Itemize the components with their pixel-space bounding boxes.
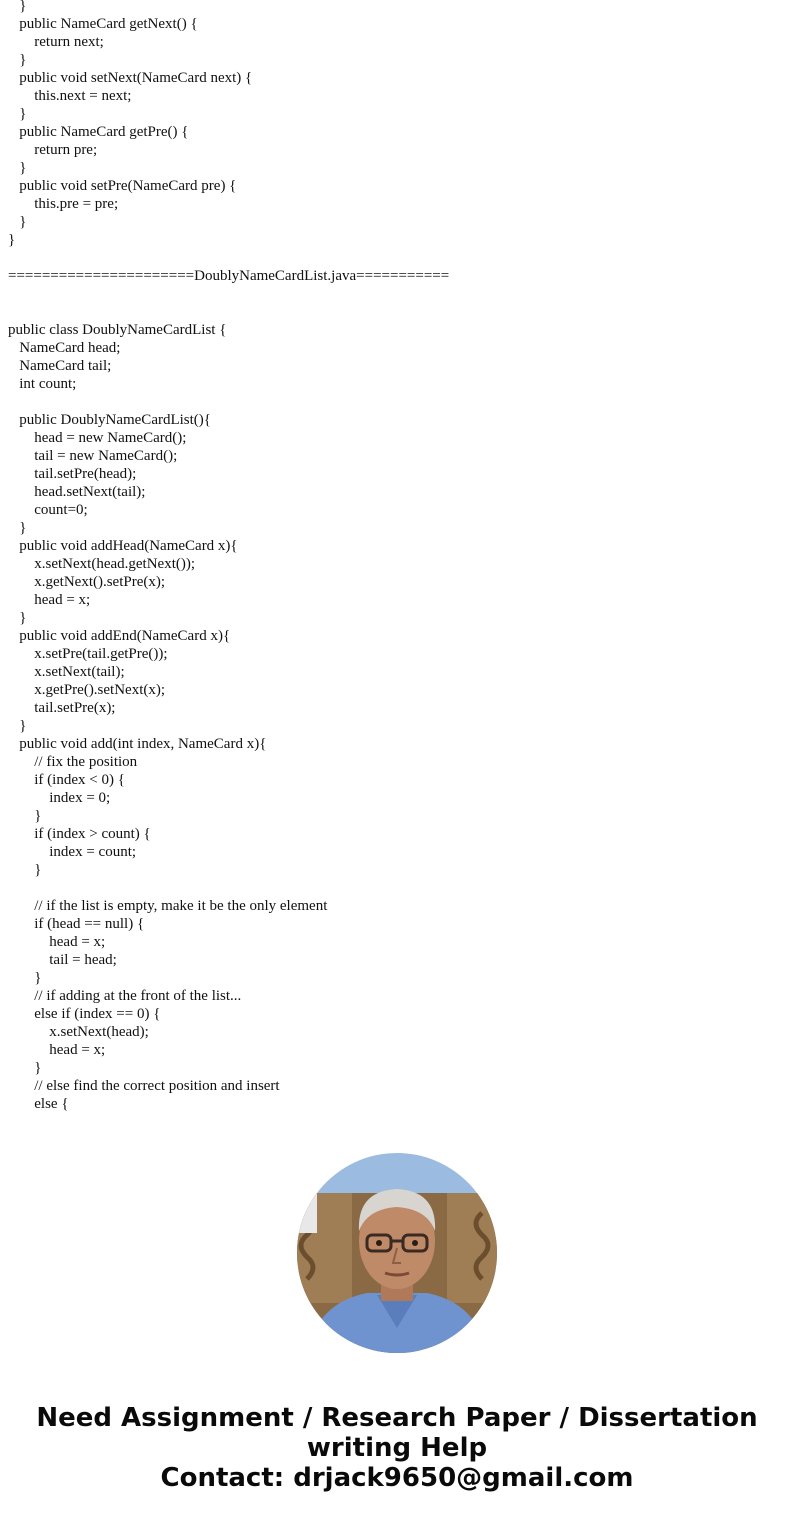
- code-line: }: [8, 970, 42, 986]
- banner-subheadline: writing Help: [306, 1433, 488, 1463]
- code-line: x.setNext(tail);: [8, 664, 125, 680]
- code-line: public void addEnd(NameCard x){: [8, 628, 231, 644]
- code-line: head = new NameCard();: [8, 430, 187, 446]
- code-line: this.pre = pre;: [8, 196, 119, 212]
- code-line: else if (index == 0) {: [8, 1006, 161, 1022]
- code-line: // if adding at the front of the list...: [8, 988, 242, 1004]
- code-line: index = count;: [8, 844, 137, 860]
- code-line: return next;: [8, 34, 104, 50]
- portrait-image: [297, 1153, 497, 1353]
- code-line: if (head == null) {: [8, 916, 145, 932]
- code-line: head = x;: [8, 1042, 106, 1058]
- code-line: tail = head;: [8, 952, 117, 968]
- author-avatar: [297, 1153, 497, 1353]
- code-line: public void add(int index, NameCard x){: [8, 736, 267, 752]
- code-line: }: [8, 520, 27, 536]
- code-line: }: [8, 808, 42, 824]
- code-line: [8, 393, 788, 411]
- code-line: // fix the position: [8, 754, 138, 770]
- code-line: }: [8, 862, 42, 878]
- code-line: NameCard tail;: [8, 358, 112, 374]
- code-line: }: [8, 160, 27, 176]
- code-line: }: [8, 610, 27, 626]
- code-line: head = x;: [8, 592, 91, 608]
- code-line: int count;: [8, 376, 77, 392]
- code-line: tail = new NameCard();: [8, 448, 178, 464]
- code-line: if (index > count) {: [8, 826, 151, 842]
- banner-headline: Need Assignment / Research Paper / Dissertation: [36, 1403, 758, 1433]
- code-line: // if the list is empty, make it be the only element: [8, 898, 328, 914]
- code-line: // else find the correct position and insert: [8, 1078, 280, 1094]
- code-line: public void setNext(NameCard next) {: [8, 70, 253, 86]
- code-line: [8, 249, 788, 267]
- code-line: count=0;: [8, 502, 88, 518]
- code-line: public void setPre(NameCard pre) {: [8, 178, 237, 194]
- code-line: return pre;: [8, 142, 98, 158]
- code-line: this.next = next;: [8, 88, 132, 104]
- code-listing: [8, 0, 788, 1123]
- code-line: }: [8, 718, 27, 734]
- code-line: tail.setPre(x);: [8, 700, 116, 716]
- code-line: x.getPre().setNext(x);: [8, 682, 166, 698]
- code-line: }: [8, 0, 27, 14]
- code-line: [8, 303, 788, 321]
- code-line: else {: [8, 1096, 69, 1112]
- code-line: [8, 285, 788, 303]
- file-separator-heading: ======================DoublyNameCardList.java===========: [8, 268, 450, 284]
- code-line: public NameCard getPre() {: [8, 124, 189, 140]
- code-line: public DoublyNameCardList(){: [8, 412, 211, 428]
- code-line: [8, 879, 788, 897]
- code-line: head.setNext(tail);: [8, 484, 146, 500]
- code-line: if (index < 0) {: [8, 772, 125, 788]
- code-line: public class DoublyNameCardList {: [8, 322, 227, 338]
- code-line: }: [8, 106, 27, 122]
- code-line: }: [8, 232, 16, 248]
- code-line: x.setNext(head);: [8, 1024, 149, 1040]
- code-line: }: [8, 52, 27, 68]
- code-line: public void addHead(NameCard x){: [8, 538, 238, 554]
- code-line: NameCard head;: [8, 340, 121, 356]
- contact-banner: [0, 1403, 794, 1493]
- code-line: }: [8, 214, 27, 230]
- code-line: x.setPre(tail.getPre());: [8, 646, 168, 662]
- code-line: }: [8, 1060, 42, 1076]
- code-line: x.setNext(head.getNext());: [8, 556, 196, 572]
- contact-email: Contact: drjack9650@gmail.com: [160, 1463, 634, 1493]
- code-line: x.getNext().setPre(x);: [8, 574, 166, 590]
- code-line: head = x;: [8, 934, 106, 950]
- code-line: index = 0;: [8, 790, 111, 806]
- code-line: public NameCard getNext() {: [8, 16, 198, 32]
- code-line: tail.setPre(head);: [8, 466, 137, 482]
